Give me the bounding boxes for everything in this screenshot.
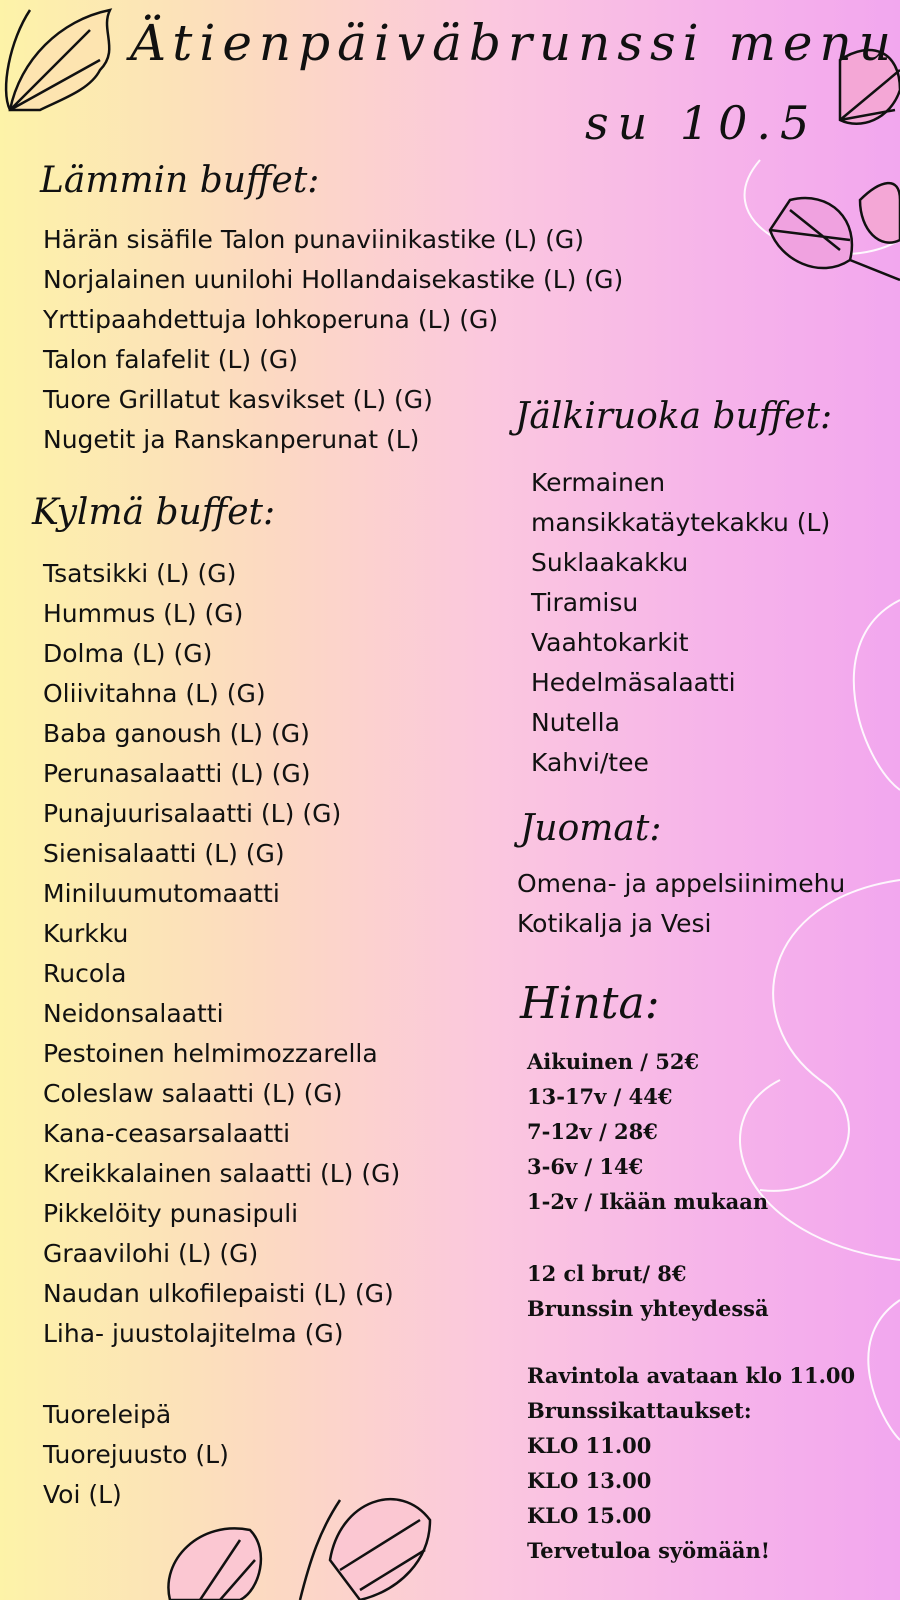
list-item: Härän sisäfile Talon punaviinikastike (L) (G) xyxy=(43,225,584,254)
list-item: Tsatsikki (L) (G) xyxy=(43,559,237,588)
list-item: Dolma (L) (G) xyxy=(43,639,213,668)
list-item: Punajuurisalaatti (L) (G) xyxy=(43,799,342,828)
list-item: Kermainen xyxy=(531,468,666,497)
list-item: Yrttipaahdettuja lohkoperuna (L) (G) xyxy=(43,305,499,334)
ginkgo-leaf-icon xyxy=(6,10,110,110)
list-item: Tiramisu xyxy=(531,588,639,617)
list-item: Kurkku xyxy=(43,919,129,948)
list-item: Tuorejuusto (L) xyxy=(43,1440,229,1469)
list-item: Voi (L) xyxy=(43,1480,122,1509)
list-item: Neidonsalaatti xyxy=(43,999,224,1028)
list-item: Sienisalaatti (L) (G) xyxy=(43,839,285,868)
list-item: Naudan ulkofilepaisti (L) (G) xyxy=(43,1279,394,1308)
list-item: Graavilohi (L) (G) xyxy=(43,1239,259,1268)
info-item: Ravintola avataan klo 11.00 xyxy=(527,1363,856,1388)
list-item: Baba ganoush (L) (G) xyxy=(43,719,310,748)
list-item: Kreikkalainen salaatti (L) (G) xyxy=(43,1159,401,1188)
list-item: Nugetit ja Ranskanperunat (L) xyxy=(43,425,420,454)
list-item: Hummus (L) (G) xyxy=(43,599,244,628)
price-item: 13-17v / 44€ xyxy=(527,1084,673,1109)
flower-icon xyxy=(840,50,900,243)
info-item: KLO 11.00 xyxy=(527,1433,652,1458)
list-item: Suklaakakku xyxy=(531,548,689,577)
list-item: Omena- ja appelsiinimehu xyxy=(517,869,846,898)
price-item: 3-6v / 14€ xyxy=(527,1154,644,1179)
list-item: Tuore Grillatut kasvikset (L) (G) xyxy=(43,385,433,414)
list-item: Oliivitahna (L) (G) xyxy=(43,679,266,708)
info-item: Tervetuloa syömään! xyxy=(527,1538,771,1563)
swirl-line-icon xyxy=(740,160,900,1440)
pricing-heading: Hinta: xyxy=(520,978,660,1029)
list-item: Kotikalja ja Vesi xyxy=(517,909,712,938)
info-item: Brunssikattaukset: xyxy=(527,1398,752,1423)
price-item: Brunssin yhteydessä xyxy=(527,1296,769,1321)
list-item: Norjalainen uunilohi Hollandaisekastike (L) (G) xyxy=(43,265,624,294)
list-item: Hedelmäsalaatti xyxy=(531,668,736,697)
list-item: Kahvi/tee xyxy=(531,748,649,777)
cold-buffet-heading: Kylmä buffet: xyxy=(32,492,276,533)
list-item: mansikkatäytekakku (L) xyxy=(531,508,831,537)
list-item: Nutella xyxy=(531,708,620,737)
price-item: 1-2v / Ikään mukaan xyxy=(527,1189,769,1214)
price-item: 7-12v / 28€ xyxy=(527,1119,658,1144)
hot-buffet-heading: Lämmin buffet: xyxy=(40,160,320,201)
bread-list xyxy=(43,1395,229,1515)
list-item: Talon falafelit (L) (G) xyxy=(43,345,298,374)
dessert-buffet-heading: Jälkiruoka buffet: xyxy=(515,396,833,437)
list-item: Vaahtokarkit xyxy=(531,628,689,657)
info-item: KLO 15.00 xyxy=(527,1503,652,1528)
list-item: Coleslaw salaatti (L) (G) xyxy=(43,1079,343,1108)
list-item: Pikkelöity punasipuli xyxy=(43,1199,299,1228)
price-item: 12 cl brut/ 8€ xyxy=(527,1261,687,1286)
list-item: Pestoinen helmimozzarella xyxy=(43,1039,378,1068)
list-item: Liha- juustolajitelma (G) xyxy=(43,1319,344,1348)
list-item: Perunasalaatti (L) (G) xyxy=(43,759,311,788)
brut-info xyxy=(527,1256,769,1326)
opening-info xyxy=(527,1358,855,1568)
price-item: Aikuinen / 52€ xyxy=(527,1049,700,1074)
list-item: Rucola xyxy=(43,959,127,988)
menu-title: Ätienpäiväbrunssi menu xyxy=(130,14,898,72)
drinks-heading: Juomat: xyxy=(520,808,662,849)
info-item: KLO 13.00 xyxy=(527,1468,652,1493)
price-list xyxy=(527,1044,768,1219)
cold-buffet-list xyxy=(43,554,400,1354)
dessert-buffet-list xyxy=(531,463,830,783)
list-item: Tuoreleipä xyxy=(43,1400,172,1429)
drinks-list xyxy=(517,864,845,944)
list-item: Miniluumutomaatti xyxy=(43,879,280,908)
menu-date: su 10.5 xyxy=(585,96,819,150)
list-item: Kana-ceasarsalaatti xyxy=(43,1119,291,1148)
